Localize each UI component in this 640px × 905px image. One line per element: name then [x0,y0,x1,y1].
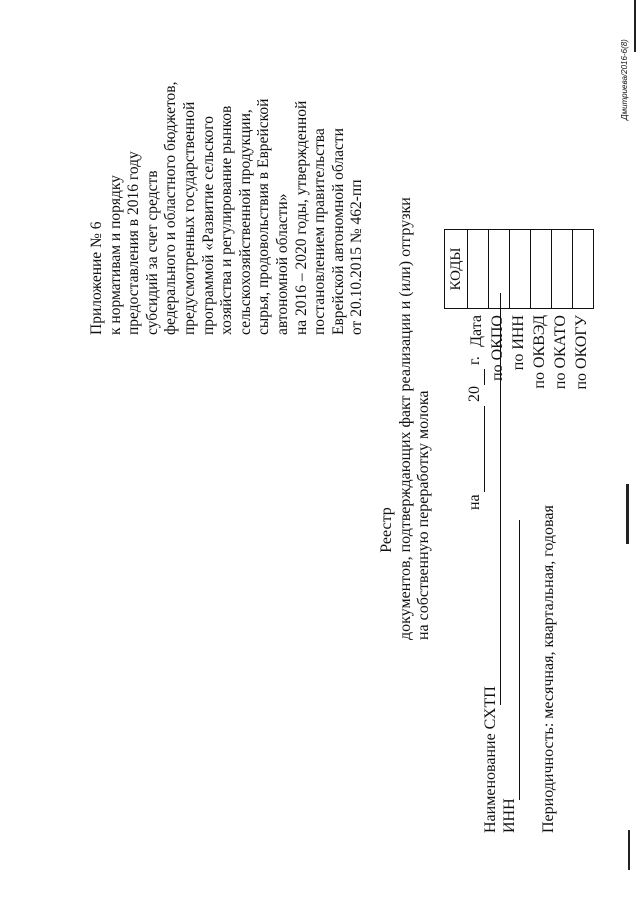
period-label: Периодичность: месячная, квартальная, годовая [540,505,557,833]
appendix-line: федерального и областного бюджетов, [162,81,180,335]
document-subtitle: документов, подтверждающих факт реализации и (или) отгрузки [397,197,414,640]
appendix-line: от 20.10.2015 № 462-пп [348,179,366,335]
appendix-line: на 2016 – 2020 годы, утвержденной [292,100,310,335]
appendix-line: предусмотренных государственной [180,101,198,335]
document-stamp: Дмитриева/2016-6(8) [620,39,629,120]
date-blank-line [484,406,485,492]
name-label: Наименование СХТП [482,686,499,833]
codes-row-label: по ОКВЭД [531,315,548,389]
appendix-line: сырья, продовольствия в Еврейской [255,98,273,335]
appendix-line: хозяйства и регулирование рынков [218,105,236,335]
appendix-block [88,82,367,336]
year-blank-line [484,369,485,385]
codes-row-label: по ОКАТО [552,315,569,390]
document-subtitle-2: на собственную переработку молока [415,390,432,640]
codes-cell-divider [530,230,531,308]
date-year-suffix: г. [466,356,483,365]
document-title: Реестр [378,507,395,553]
scan-edge-mark [634,0,636,52]
codes-row-label: по ИНН [510,315,527,371]
appendix-line: Приложение № 6 [88,221,105,335]
scan-edge-mark [626,484,629,544]
scan-edge-mark [628,830,630,870]
appendix-line: предоставления в 2016 году [125,151,143,335]
inn-label: ИНН [501,798,518,833]
appendix-line: сельскохозяйственной продукции, [236,109,254,335]
codes-row-label: Дата [468,315,485,347]
codes-header: КОДЫ [445,230,468,308]
appendix-line: программой «Развитие сельского [199,116,217,335]
codes-row-label: по ОКОГУ [573,315,590,390]
date-year-prefix: 20 [466,386,483,402]
appendix-line: к нормативам и порядку [106,175,124,335]
codes-cell-divider [509,230,510,308]
codes-row-label: по ОКПО [489,315,506,381]
date-prefix: на [466,494,483,510]
appendix-line: Еврейской автономной области [329,128,347,335]
codes-cell-divider [551,230,552,308]
codes-cell-divider [572,230,573,308]
appendix-line: постановлением правительства [311,128,329,335]
inn-line [519,520,520,800]
appendix-line: субсидий за счет средств [143,170,161,335]
codes-cell-divider [488,230,489,308]
codes-table [444,229,594,309]
appendix-line: автономной области» [273,193,291,335]
